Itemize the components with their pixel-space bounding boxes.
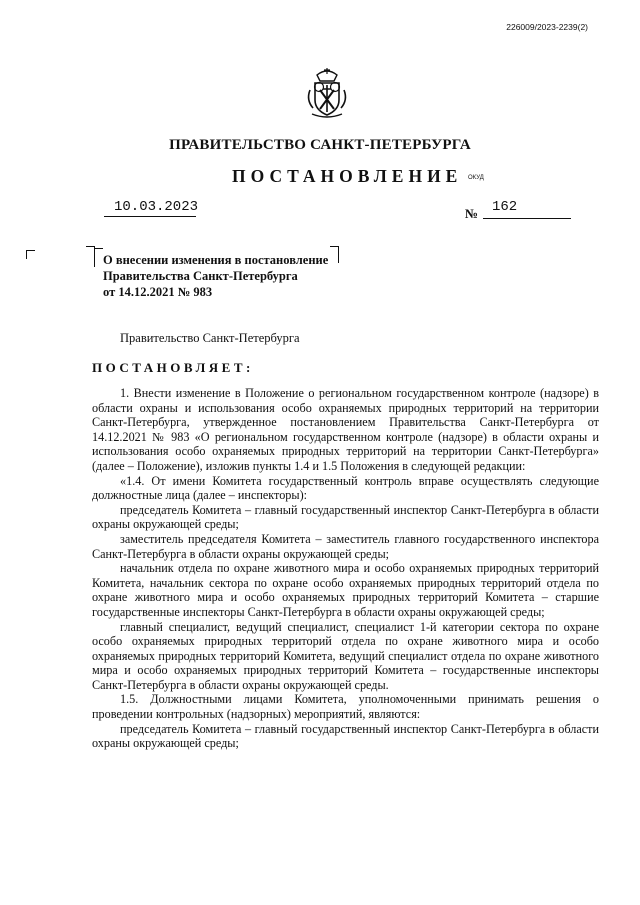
body-paragraph: председатель Комитета – главный государственный инспектор Санкт-Петербурга в области охраны окружающей среды; bbox=[92, 721, 599, 751]
body-paragraph: 1.5. Должностными лицами Комитета, уполномоченными принимать решения о проведении контрольных (надзорных) мероприятий, являются: bbox=[92, 692, 599, 722]
body-paragraph: председатель Комитета – главный государственный инспектор Санкт-Петербурга в области охраны окружающей среды; bbox=[92, 502, 599, 532]
number-sign: № bbox=[465, 206, 479, 221]
issuer-line: Правительство Санкт-Петербурга bbox=[120, 331, 300, 345]
okud-label: ОКУД bbox=[468, 175, 484, 181]
body-paragraph: 1. Внести изменение в Положение о региональном государственном контроле (надзоре) в области охраны и использования особо охраняемых природных территорий на территории Санкт-Петербурга, утвержденное постановлением Правительства Санкт-Петербурга от 14.12.2021 № 983 «О региональном государственном контроле (надзоре) в области охраны и использования особо охраняемых природных территорий на территории Санкт-Петербурга» (далее – Положение), изложив пункты 1.4 и 1.5 Положения в следующей редакции: bbox=[92, 386, 599, 473]
resolves-heading: ПОСТАНОВЛЯЕТ: bbox=[92, 360, 254, 375]
body-paragraph: «1.4. От имени Комитета государственный контроль вправе осуществлять следующие должностные лица (далее – инспекторы): bbox=[92, 473, 599, 503]
body-paragraph: начальник отдела по охране животного мира и особо охраняемых природных территорий Комитета, начальник сектора по охране особо охраняемых природных территорий отдела по охране животного мира и особо охраняемых природных территорий Комитета – старшие государственные инспекторы Санкт-Петербурга в области охраны окружающей среды; bbox=[92, 561, 599, 619]
subject-bracket-right bbox=[330, 246, 339, 263]
document-registration-number: 226009/2023-2239(2) bbox=[506, 22, 588, 32]
subject-line: Правительства Санкт-Петербурга bbox=[103, 269, 298, 283]
government-title: ПРАВИТЕЛЬСТВО САНКТ-ПЕТЕРБУРГА bbox=[169, 137, 471, 153]
body-paragraph: заместитель председателя Комитета – заместитель главного государственного инспектора Санкт-Петербурга в области охраны окружающей среды; bbox=[92, 531, 599, 561]
decree-subject bbox=[103, 252, 328, 300]
number-underline bbox=[483, 218, 571, 219]
coat-of-arms-emblem-icon bbox=[303, 66, 351, 120]
decree-date: 10.03.2023 bbox=[114, 199, 199, 215]
body-paragraph: главный специалист, ведущий специалист, специалист 1-й категории сектора по охране особо охраняемых природных территорий отдела по охране животного мира и особо охраняемых природных территорий Комитета, ведущий специалист отдела по охране животного мира и особо охраняемых природных территорий Комитета – государственные инспекторы Санкт-Петербурга в области охраны окружающей среды. bbox=[92, 619, 599, 692]
subject-line: О внесении изменения в постановление bbox=[103, 253, 329, 267]
subject-line: от 14.12.2021 № 983 bbox=[103, 285, 213, 299]
decree-body bbox=[92, 386, 599, 751]
subject-bracket-left bbox=[94, 248, 103, 267]
margin-corner-mark bbox=[26, 250, 35, 259]
decree-type-title: ПОСТАНОВЛЕНИЕ bbox=[232, 166, 463, 186]
decree-number: 162 bbox=[492, 199, 518, 215]
date-underline bbox=[104, 216, 196, 217]
